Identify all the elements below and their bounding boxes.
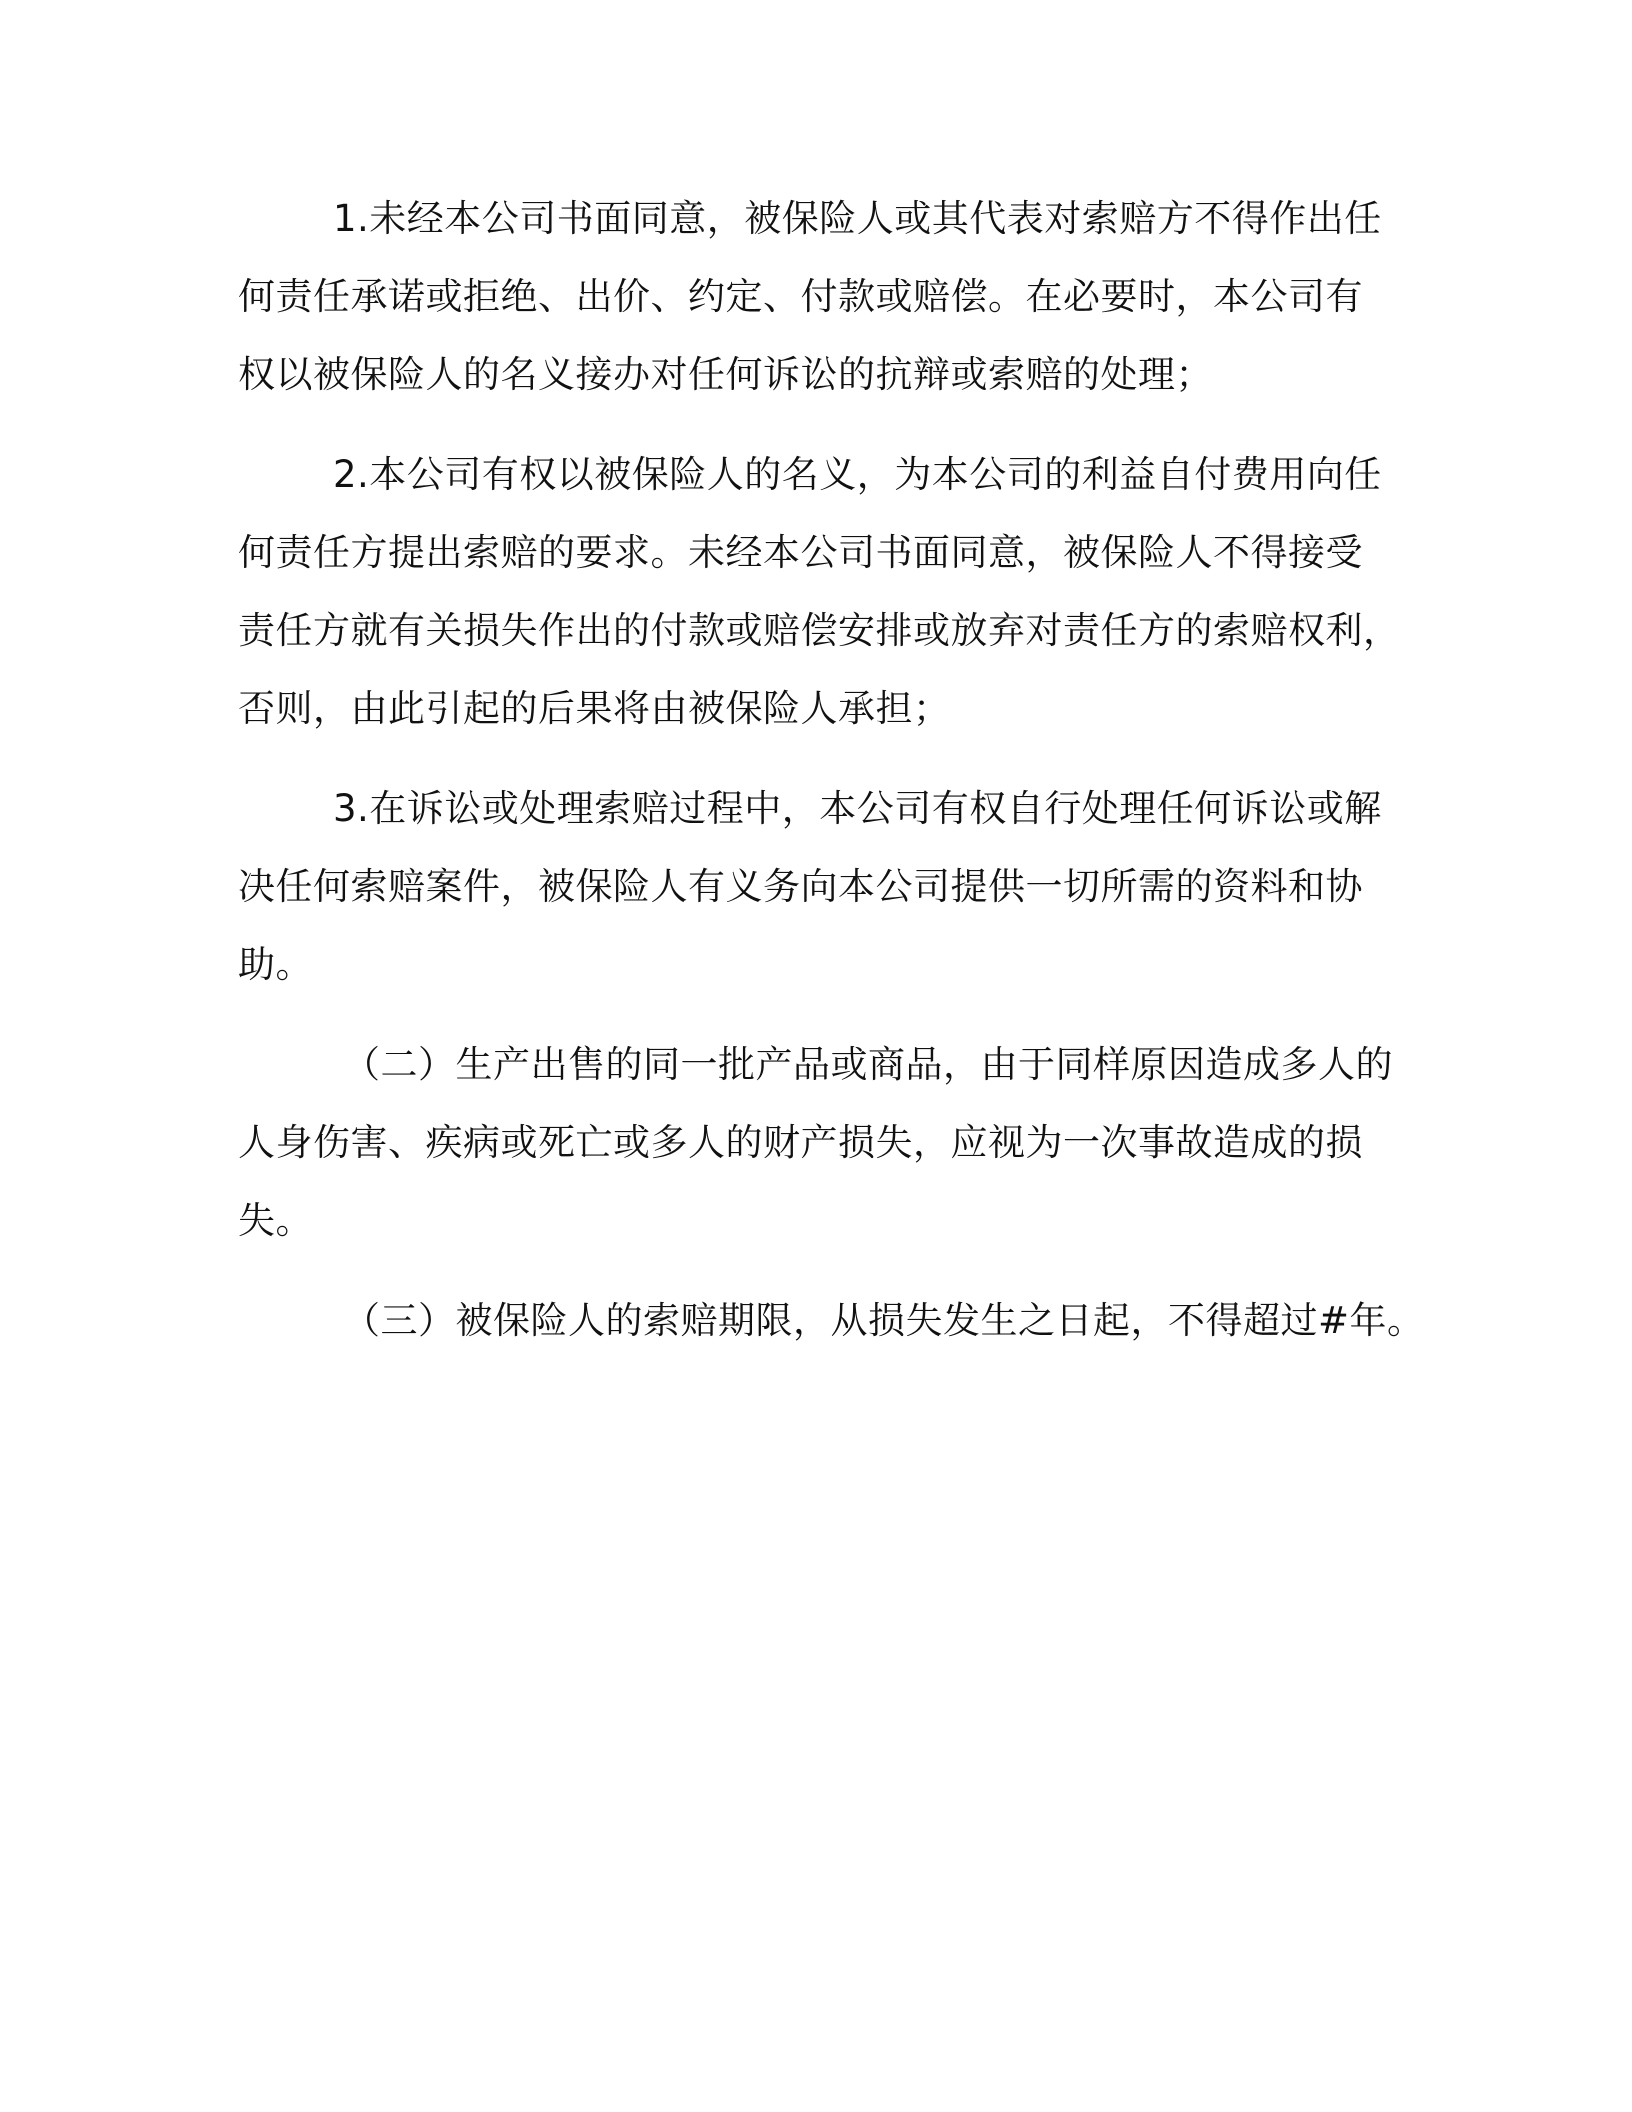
paragraph-line: 权以被保险人的名义接办对任何诉讼的抗辩或索赔的处理；	[238, 353, 1213, 396]
paragraph-line: （二）生产出售的同一批产品或商品，由于同样原因造成多人的	[343, 1043, 1393, 1086]
paragraph-line: 1.未经本公司书面同意，被保险人或其代表对索赔方不得作出任	[333, 197, 1382, 240]
section-two-paragraph	[238, 1026, 1393, 1260]
paragraph-line: 何责任承诺或拒绝、出价、约定、付款或赔偿。在必要时，本公司有	[238, 275, 1363, 318]
section-three-paragraph	[238, 1282, 1425, 1360]
paragraph-line: 3.在诉讼或处理索赔过程中，本公司有权自行处理任何诉讼或解	[333, 787, 1382, 830]
paragraph-line: 助。	[238, 943, 313, 986]
paragraph-line: 否则，由此引起的后果将由被保险人承担；	[238, 687, 951, 730]
document-body	[238, 180, 1425, 1382]
paragraph-line: （三）被保险人的索赔期限，从损失发生之日起，不得超过#年。	[343, 1299, 1425, 1342]
clause-paragraph-2	[238, 436, 1401, 748]
paragraph-line: 失。	[238, 1199, 313, 1242]
paragraph-line: 人身伤害、疾病或死亡或多人的财产损失，应视为一次事故造成的损	[238, 1121, 1363, 1164]
clause-paragraph-3	[238, 770, 1382, 1004]
paragraph-line: 决任何索赔案件，被保险人有义务向本公司提供一切所需的资料和协	[238, 865, 1363, 908]
clause-paragraph-1	[238, 180, 1382, 414]
paragraph-line: 2.本公司有权以被保险人的名义，为本公司的利益自付费用向任	[333, 453, 1382, 496]
paragraph-line: 何责任方提出索赔的要求。未经本公司书面同意，被保险人不得接受	[238, 531, 1363, 574]
paragraph-line: 责任方就有关损失作出的付款或赔偿安排或放弃对责任方的索赔权利，	[238, 609, 1401, 652]
